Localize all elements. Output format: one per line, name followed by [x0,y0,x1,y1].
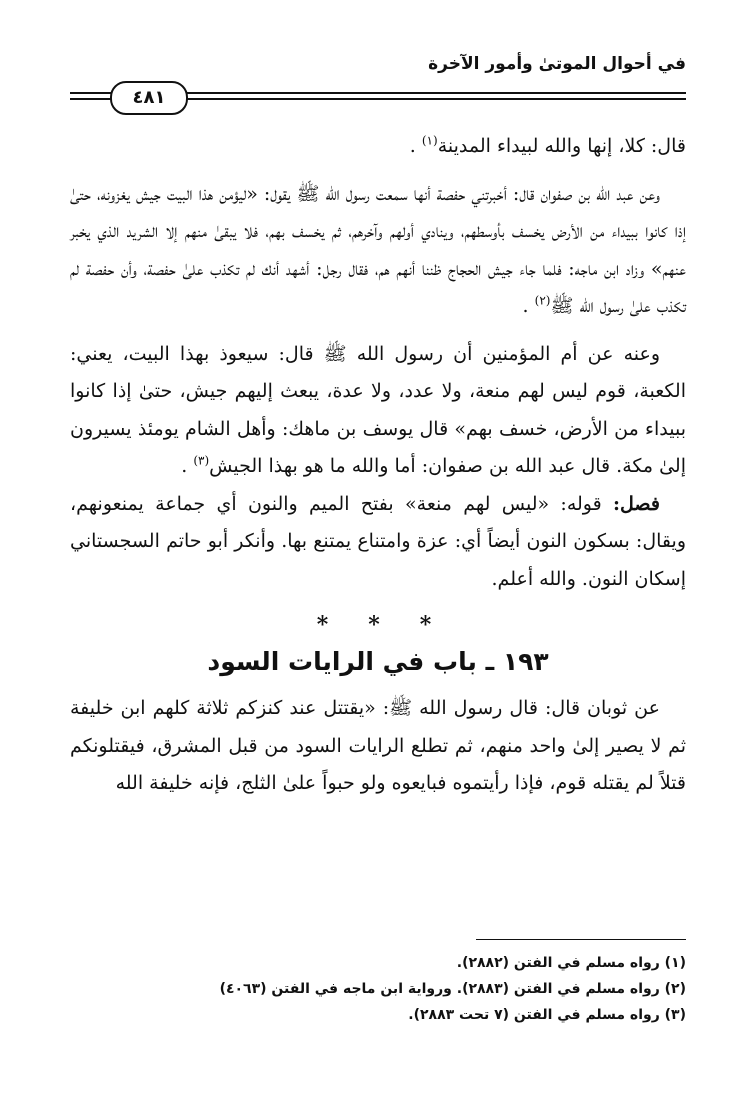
paragraph-3-text: وعنه عن أم المؤمنين أن رسول الله ﷺ قال: سيعوذ بهذا البيت، يعني: الكعبة، قوم ليس لهم منعة، ولا عدد، ولا عدة، يبعث إليهم جيش، حتىٰ إذا كانوا ببيداء من الأرض، خسف بهم» قال يوسف بن ماهك: وأهل الشام يومئذ يسيرون إلىٰ مكة. قال عبد الله بن صفوان: أما والله ما هو بهذا الجيش [70,342,686,477]
footnotes [70,950,686,1028]
chapter-title: ١٩٣ ـ باب في الرايات السود [207,647,549,676]
separator-star: * [419,612,440,638]
separator-star: * [368,612,388,638]
footnote-2: (٢) رواه مسلم في الفتن (٢٨٨٣). ورواية ابن ماجه في الفتن (٤٠٦٣) [219,981,686,997]
footnote-3: (٣) رواه مسلم في الفتن (٧ تحت ٢٨٨٣). [408,1007,686,1023]
paragraph-3 [70,336,686,486]
paragraph-2-text: وعن عبد الله بن صفوان قال: أخبرتني حفصة أنها سمعت رسول الله ﷺ يقول: «ليؤمن هذا البيت جيش يغزونه، حتىٰ إذا كانوا ببيداء من الأرض يخسف بأوسطهم، وينادي أولهم وآخرهم، ثم يخسف بهم، فلا يبقىٰ منهم إلا الشريد الذي يخبر عنهم» وزاد ابن ماجه: فلما جاء جيش الحجاج ظننا أنهم هم، فقال رجل: أشهد أنك لم تكذب علىٰ حفصة، وأن حفصة لم تكذب علىٰ رسول الله ﷺ [70,182,686,317]
footnote-divider [476,939,686,940]
paragraph-1-text: قال: كلا، إنها والله لبيداء المدينة [437,135,686,157]
footnote-ref-2: (٢) [534,293,551,308]
section-separator [70,610,686,640]
footnote-1: (١) رواه مسلم في الفتن (٢٨٨٢). [456,955,686,971]
page-number: ٤٨١ [110,81,188,115]
paragraph-2-end: . [522,295,535,317]
paragraph-5 [70,690,686,803]
paragraph-3-end: . [181,455,194,477]
paragraph-2 [70,176,686,326]
section-label-fasl: فصل: [613,492,660,515]
running-title: في أحوال الموتىٰ وأمور الآخرة [428,54,686,74]
paragraph-1-end: . [409,135,422,157]
separator-star: * [316,612,337,638]
main-text [70,128,686,803]
paragraph-5-text: عن ثوبان قال: قال رسول الله ﷺ: «يقتتل عند كنزكم ثلاثة كلهم ابن خليفة ثم لا يصير إلىٰ واحد منهم، ثم تطلع الرايات السود من قبل المشرق، فيقتلونكم قتلاً لم يقتله قوم، فإذا رأيتموه فبايعوه ولو حبواً علىٰ الثلج، فإنه خليفة الله [70,697,686,794]
paragraph-4-text: قوله: «ليس لهم منعة» بفتح الميم والنون أي جماعة يمنعونهم، ويقال: بسكون النون أيضاً أي: عزة وامتناع يمتنع بها. وأنكر أبو حاتم السجستاني إسكان النون. والله أعلم. [70,492,686,590]
footnote-ref-1: (١) [421,133,438,148]
paragraph-1 [70,128,686,166]
paragraph-4 [70,486,686,599]
footnote-ref-3: (٣) [193,453,210,468]
